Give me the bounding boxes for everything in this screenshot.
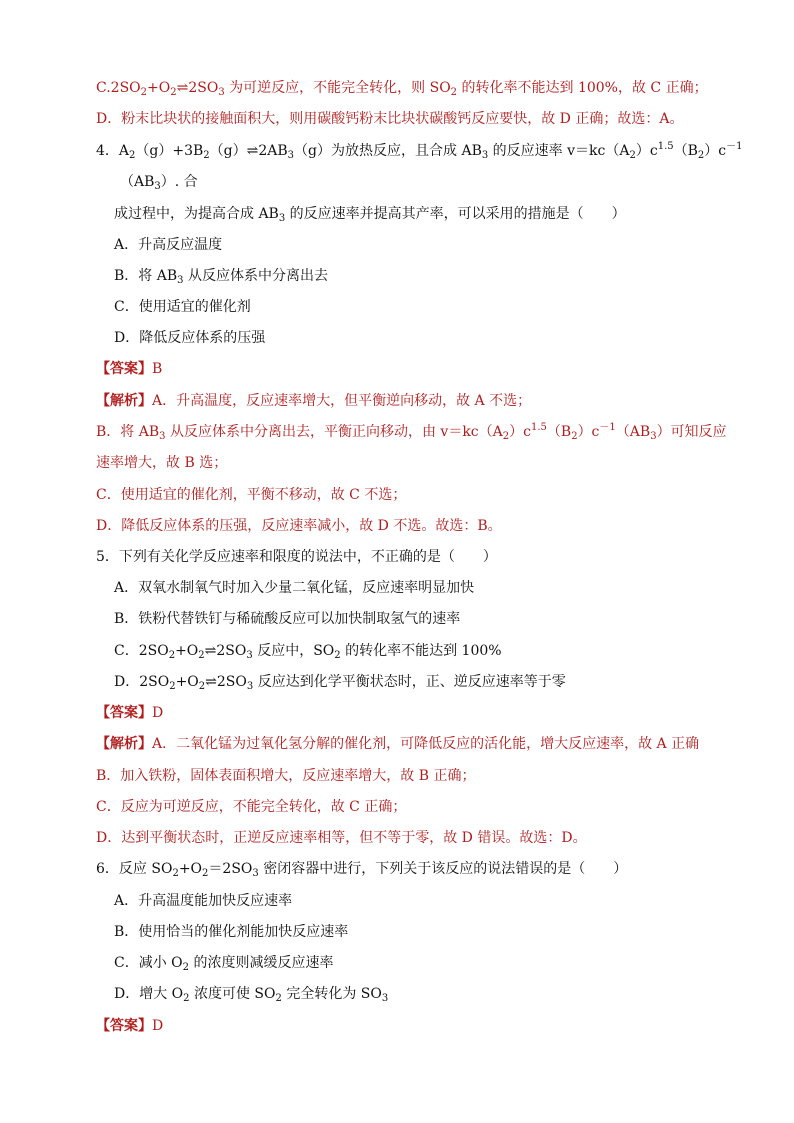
subscript: 2 bbox=[571, 431, 578, 442]
question-6-option-c: C．减小 $O_2$ 的浓度则减缓反应速率 bbox=[114, 955, 334, 973]
subscript: 2 bbox=[502, 431, 510, 442]
question-5-stem: 5．下列有关化学反应速率和限度的说法中，不正确的是（ ） bbox=[96, 549, 497, 565]
question-6-option-b: B．使用恰当的催化剂能加快反应速率 bbox=[114, 924, 349, 940]
question-6-stem: 6．反应 $SO_2+O_2=2SO_3$ 密闭容器中进行，下列关于该反应的说法错误的是（ ） bbox=[96, 861, 628, 879]
subscript: 2 bbox=[275, 993, 282, 1004]
subscript: 2 bbox=[198, 650, 205, 661]
subscript: 2 bbox=[170, 87, 177, 98]
subscript: 2 bbox=[183, 993, 190, 1004]
subscript: 2 bbox=[450, 87, 458, 98]
superscript: 1.5 bbox=[530, 422, 547, 433]
subscript: 2 bbox=[203, 150, 210, 161]
subscript: 2 bbox=[198, 681, 206, 692]
subscript: 3 bbox=[159, 431, 166, 442]
superscript: －1 bbox=[599, 422, 616, 433]
answer-letter: D bbox=[152, 705, 164, 721]
answer-letter: D bbox=[152, 1018, 164, 1034]
question-4-stem-cont: $(AB_3)$. 合 bbox=[120, 174, 198, 192]
question-5-analysis-a: 【解析】A．二氧化锰为过氧化氢分解的催化剂，可降低反应的活化能，增大反应速率，故 A 正确 bbox=[96, 736, 700, 752]
question-4-analysis-b-cont: 速率增大，故 B 选； bbox=[96, 455, 228, 471]
subscript: 3 bbox=[252, 868, 259, 879]
question-4-answer bbox=[96, 359, 162, 379]
section-tag: 【解析】 bbox=[96, 736, 152, 752]
subscript: 2 bbox=[182, 962, 190, 973]
subscript: 3 bbox=[246, 650, 253, 661]
question-6-option-a: A．升高温度能加快反应速率 bbox=[114, 893, 293, 909]
subscript: 2 bbox=[169, 681, 176, 692]
question-6-answer bbox=[96, 1016, 163, 1036]
subscript: 3 bbox=[481, 150, 489, 161]
subscript: 2 bbox=[202, 868, 209, 879]
subscript: 3 bbox=[381, 993, 389, 1004]
analysis-line-c: $C.2SO_2+O_2\rightleftharpoons 2SO_3$ 为可逆反应，不能完全转化，则 $SO_2$ 的转化率不能达到 100%，故 C 正确； bbox=[96, 80, 708, 98]
subscript: 2 bbox=[172, 868, 179, 879]
subscript: 2 bbox=[168, 650, 176, 661]
section-tag: 【答案】 bbox=[96, 361, 152, 377]
subscript: 2 bbox=[334, 650, 341, 661]
question-5-analysis-b: B．加入铁粉，固体表面积增大，反应速率增大，故 B 正确； bbox=[96, 768, 476, 784]
subscript: 3 bbox=[177, 275, 184, 286]
subscript: 2 bbox=[697, 150, 705, 161]
question-5-analysis-c: C．反应为可逆反应，不能完全转化，故 C 正确； bbox=[96, 799, 407, 815]
section-tag: 【答案】 bbox=[96, 1018, 152, 1034]
question-4-analysis-b: B．将 $AB_3$ 从反应体系中分离出去，平衡正向移动，由 $v=kc(A_2)c^{1.5}(B_2)c^{-1}(AB_3)$可知反应 bbox=[96, 422, 727, 442]
subscript: 2 bbox=[129, 150, 136, 161]
question-5-analysis-d: D．达到平衡状态时，正逆反应速率相等，但不等于零，故 D 错误。故选：D。 bbox=[96, 830, 587, 846]
answer-letter: B bbox=[152, 361, 163, 377]
subscript: 3 bbox=[154, 181, 161, 192]
subscript: 3 bbox=[650, 431, 657, 442]
subscript: 2 bbox=[629, 150, 636, 161]
subscript: 3 bbox=[218, 87, 225, 98]
subscript: 3 bbox=[278, 213, 286, 224]
question-6-option-d: D．增大 $O_2$ 浓度可使 $SO_2$ 完全转化为 $SO_3$ bbox=[114, 986, 389, 1004]
superscript: －1 bbox=[726, 141, 743, 152]
subscript: 3 bbox=[287, 150, 295, 161]
section-tag: 【答案】 bbox=[96, 705, 152, 721]
question-4-option-b: B．将 $AB_3$ 从反应体系中分离出去 bbox=[114, 268, 328, 286]
question-4-analysis-a: 【解析】A．升高温度，反应速率增大，但平衡逆向移动，故 A 不选； bbox=[96, 393, 532, 409]
question-4-stem: 4．$A_2(g)+3B_2(g)\rightleftharpoons 2AB_3(g)$为放热反应，且合成 $AB_3$ 的反应速率 $v=kc(A_2)c^{1.5}(B_2)c^{-1}$ bbox=[96, 141, 743, 161]
question-4-analysis-d: D．降低反应体系的压强，反应速率减小，故 D 不选。故选：B。 bbox=[96, 518, 502, 534]
question-5-option-c: C．$2SO_2+O_2\rightleftharpoons 2SO_3$ 反应中，$SO_2$ 的转化率不能达到 100% bbox=[114, 643, 502, 661]
subscript: 2 bbox=[140, 87, 148, 98]
question-4-option-d: D．降低反应体系的压强 bbox=[114, 330, 266, 346]
question-4-analysis-c: C．使用适宜的催化剂，平衡不移动，故 C 不选； bbox=[96, 487, 407, 503]
superscript: 1.5 bbox=[657, 141, 674, 152]
question-4-option-c: C．使用适宜的催化剂 bbox=[114, 299, 251, 315]
analysis-line-d: D．粉末比块状的接触面积大，则用碳酸钙粉末比块状碳酸钙反应要快，故 D 正确；故选：A。 bbox=[96, 111, 684, 127]
question-5-answer bbox=[96, 703, 163, 723]
question-5-option-a: A．双氧水制氧气时加入少量二氧化锰，反应速率明显加快 bbox=[114, 580, 475, 596]
subscript: 3 bbox=[246, 681, 254, 692]
section-tag: 【解析】 bbox=[96, 393, 152, 409]
question-4-option-a: A．升高反应温度 bbox=[114, 237, 223, 253]
question-5-option-b: B．铁粉代替铁钉与稀硫酸反应可以加快制取氢气的速率 bbox=[114, 611, 461, 627]
question-5-option-d: D．$2SO_2+O_2\rightleftharpoons 2SO_3$ 反应达到化学平衡状态时，正、逆反应速率等于零 bbox=[114, 674, 566, 692]
question-4-stem-cont-2: 成过程中，为提高合成 $AB_3$ 的反应速率并提高其产率，可以采用的措施是（ ） bbox=[114, 206, 626, 224]
